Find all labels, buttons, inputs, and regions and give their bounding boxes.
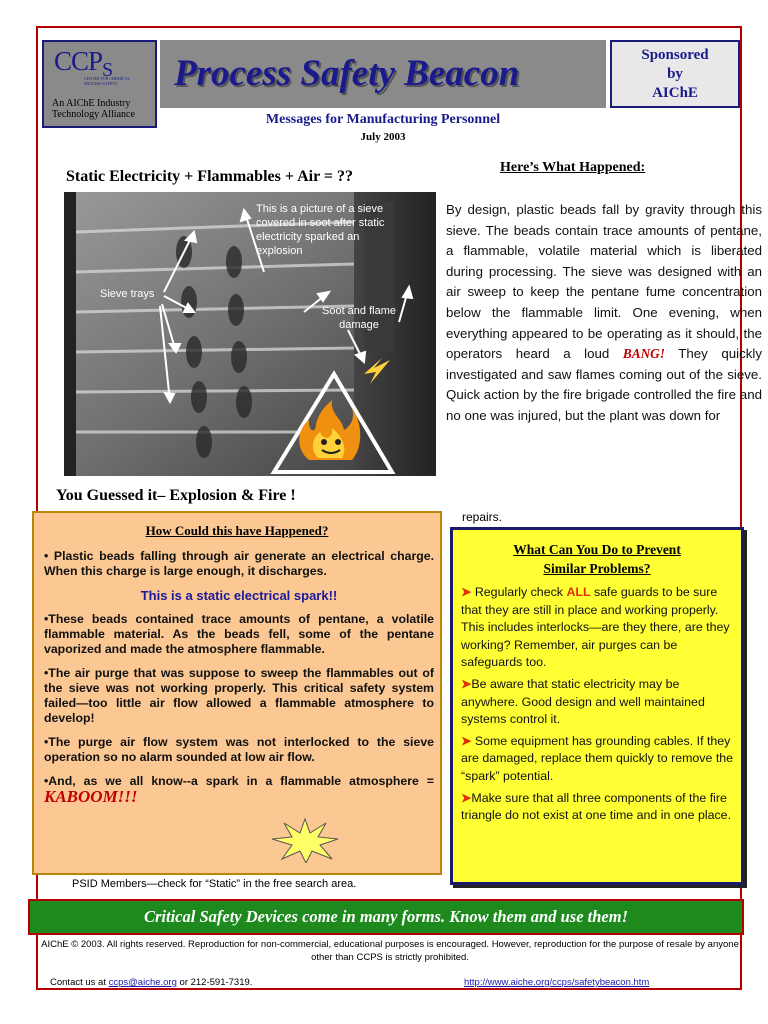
prevent-bullet-1-post: safe guards to be sure that they are still in place and working properly. This includes interlocks—are they there, are they working? Remember, air purges can be safeguards too. (461, 585, 730, 670)
contact-line (50, 977, 252, 988)
explosion-burst-icon (270, 817, 340, 863)
caption-sieve-trays: Sieve trays (100, 288, 155, 300)
title-banner (160, 40, 606, 108)
caption-soot-damage: Soot and flame damage (322, 305, 396, 331)
contact-pre: Contact us at (50, 977, 109, 988)
prevent-bullet-1-pre: Regularly check (471, 585, 567, 599)
prevent-bullet-4 (461, 790, 735, 825)
prevent-title (453, 540, 741, 578)
arrow-bullet-icon: ➤ (461, 790, 472, 805)
prevent-title-1: What Can You Do to Prevent (513, 542, 681, 557)
prevent-bullet-4-text: Make sure that all three components of the fire triangle do not exist at one time and in one place. (461, 790, 732, 823)
arrow-bullet-icon: ➤ (461, 585, 472, 599)
prevent-body (461, 584, 735, 829)
contact-email-link[interactable]: ccps@aiche.org (108, 977, 177, 988)
logo-name-s: S (102, 59, 113, 81)
prevent-bullet-3 (461, 733, 735, 786)
happened-title: Here’s What Happened: (500, 160, 646, 175)
how-bullet-4: •The purge air flow system was not interlocked to the sieve operation so no alarm sounded at low air flow. (44, 735, 434, 764)
how-spark-callout: This is a static electrical spark!! (140, 588, 338, 603)
sponsor-line-2: by (667, 66, 683, 82)
logo-small-text: CENTER FOR CHEMICAL PROCESS SAFETY (84, 76, 131, 86)
how-bullet-2: •These beads contained trace amounts of pentane, a volatile flammable material. As the beads fell, some of the pentane vaporized and made the atmosphere flammable. (44, 612, 434, 656)
how-bullet-5-text: •And, as we all know--a spark in a flammable atmosphere = (44, 774, 434, 788)
page-title: Process Safety Beacon (174, 53, 520, 94)
caption-sieve-soot: This is a picture of a sieve covered in soot after static electricity sparked an explosion (256, 203, 385, 257)
logo-tagline-2: Technology Alliance (52, 109, 135, 120)
psid-note: PSID Members—check for “Static” in the free search area. (72, 878, 357, 890)
happened-body (446, 200, 762, 427)
how-box (32, 511, 442, 875)
logo-name: CCP (54, 46, 103, 76)
prevent-all-text: ALL (566, 585, 591, 599)
prevent-bullet-1 (461, 584, 735, 672)
arrow-bullet-icon: ➤ (461, 733, 472, 748)
copyright-notice: AIChE © 2003. All rights reserved. Reproduction for non-commercial, educational purposes is encouraged. However, reproduction for the purpose of resale by anyone other than CCPS is strictly prohibited. (41, 939, 739, 963)
happened-text-1: By design, plastic beads fall by gravity through this sieve. The beads contain trace amounts of pentane, a flammable, volatile material which is liberated during processing. The sieve was designed with an air sweep to keep the pentane fume concentration below the flammable limit. One evening, when everything appeared to be operating as it should, the operators heard a loud (446, 202, 762, 362)
sponsor-line-1: Sponsored (641, 47, 709, 63)
photo-heading: Static Electricity + Flammables + Air = ?? (66, 168, 353, 185)
sponsor-line-3: AIChE (652, 85, 698, 101)
logo-tagline (52, 98, 135, 120)
prevent-bullet-3-text: Some equipment has grounding cables. If they are damaged, replace them quickly to remove the “spark” potential. (461, 733, 734, 783)
how-title: How Could this have Happened? (145, 523, 329, 538)
beacon-url-link[interactable]: http://www.aiche.org/ccps/safetybeacon.htm (464, 977, 650, 988)
prevent-title-2: Similar Problems? (543, 561, 651, 576)
happened-text-2: They quickly investigated and saw flames coming out of the sieve. Quick action by the fire brigade controlled the fire and no one was injured, but the plant was down for (446, 346, 762, 423)
prevent-box (450, 527, 744, 885)
contact-post: or 212-591-7319. (176, 977, 253, 988)
logo-tagline-1: An AIChE Industry (52, 98, 131, 109)
photo-footer: You Guessed it– Explosion & Fire ! (56, 487, 296, 504)
safety-banner: Critical Safety Devices come in many forms. Know them and use them! (28, 899, 744, 935)
issue-date: July 2003 (360, 131, 406, 143)
subtitle: Messages for Manufacturing Personnel (265, 112, 501, 127)
ccps-logo (42, 40, 157, 128)
kaboom-text: KABOOM!!! (44, 787, 138, 806)
prevent-bullet-2 (461, 676, 735, 729)
how-bullet-5 (44, 774, 434, 806)
how-bullet-1: • Plastic beads falling through air generate an electrical charge. When this charge is large enough, it discharges. (44, 549, 434, 578)
sieve-photo (64, 192, 436, 476)
how-bullet-3: •The air purge that was suppose to sweep the flammables out of the sieve was not working properly. This critical safety system failed—too little air flow allowed a flammable atmosphere to develop! (44, 666, 434, 725)
prevent-bullet-2-text: Be aware that static electricity may be anywhere. Good design and well maintained systems control it. (461, 676, 705, 727)
happened-repairs: repairs. (462, 510, 503, 524)
bang-text: BANG! (622, 346, 665, 362)
arrow-bullet-icon: ➤ (461, 676, 472, 691)
how-body (44, 549, 434, 815)
sponsor-box (610, 40, 740, 108)
